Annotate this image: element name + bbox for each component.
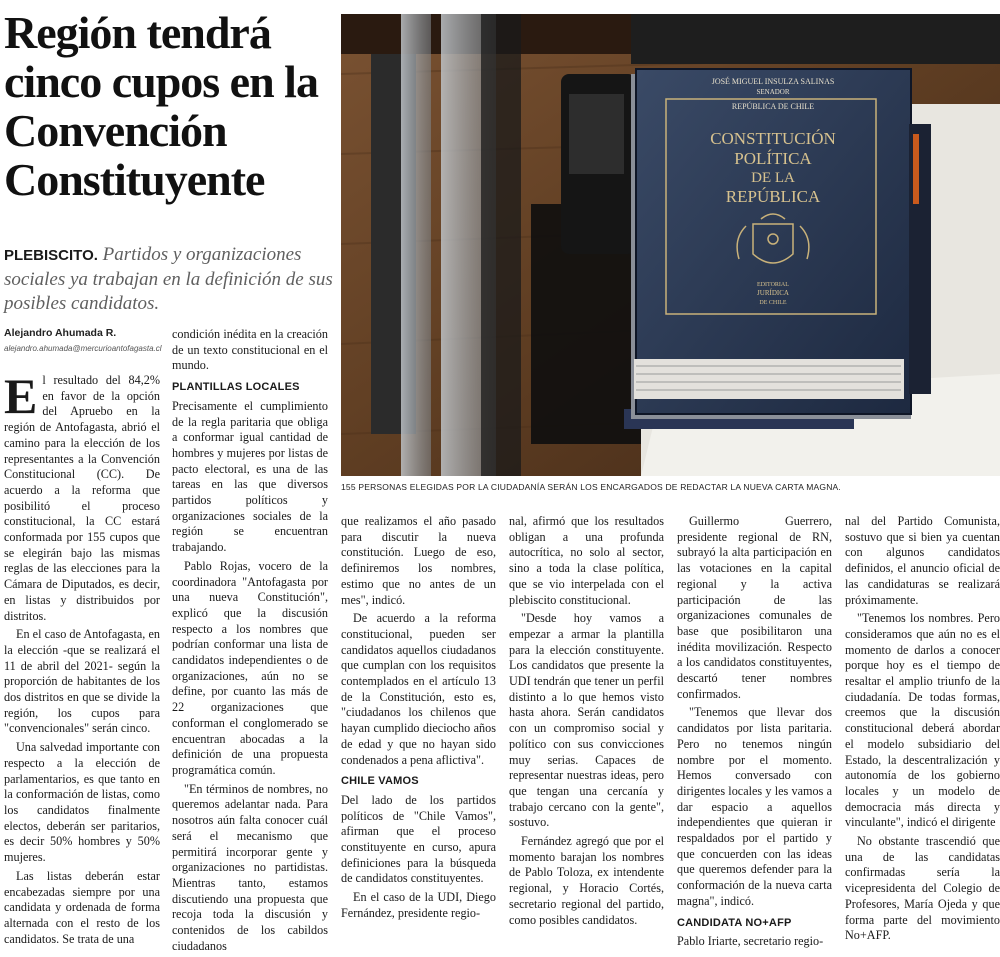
body-column-6 [845,514,1000,947]
drop-cap: E [4,368,38,424]
body-paragraph: que realizamos el año pasado para discutir la nueva constitución. Luego de eso, definiremos los nombres, estimo que no antes de un mes", indicó. [341,514,496,607]
kicker: PLEBISCITO. [4,247,98,264]
book-title-line1: CONSTITUCIÓN [710,129,836,148]
body-paragraph: Pablo Iriarte, secretario regio- [677,934,824,949]
body-paragraph: El resultado del 84,2% en favor de la opción del Apruebo en la región de Antofagasta, abrió el camino para la elección de los representantes a la Convención Constitucional (CC). De acuerdo a la reforma que posibilitó el proceso constitucional, la CC estará conformada por 155 cupos que se elegirán bajo las mismas reglas de las elecciones para la Cámara de Diputados, es decir, en listas y distribuidos por distritos. [4,368,160,623]
body-paragraph: Pablo Rojas, vocero de la coordinadora "Antofagasta por una nueva Constitución", explicó que la discusión respecto a los nombres que podrían conformar una lista de candidatos independientes o de organizaciones, aún no se define, por cuanto las más de 22 organizaciones que conforman el conglomerado se encuentran abocadas a la definición de una propuesta programática común. [172,558,328,777]
book-owner-title: SENADOR [756,88,790,96]
body-paragraph: nal, afirmó que los resultados obligan a una profunda autocrítica, no solo al sector, sino a toda la clase política, que se vio interpelada con el plebiscito constitucional. [509,514,664,607]
body-paragraph: Del lado de los partidos políticos de "Chile Vamos", afirman que el proceso constituyente en curso, apura definiciones para la búsqueda de candidatos constituyentes. [341,792,496,886]
subhead-chile-vamos: CHILE VAMOS [341,775,419,788]
subhead-candidata-no-afp: CANDIDATA NO+AFP [677,916,792,929]
book-country: REPÚBLICA DE CHILE [731,102,815,111]
book-publisher-line1: EDITORIAL [757,282,789,288]
book-owner: JOSÉ MIGUEL INSULZA SALINAS [711,77,835,86]
body-paragraph: "Desde hoy vamos a empezar a armar la plantilla para la elección constituyente. Los candidatos que presente la UDI tendrán que tener un perfil distinto a lo que hemos visto hasta ahora. Serán candidatos con un compromiso social y político con sus convicciones muy serias. Capaces de representar nuestras ideas, pero que tengan una cercanía y trabajo cercano con la gente", sostuvo. [509,611,664,830]
author-email: alejandro.ahumada@mercurioantofagasta.cl [4,344,162,353]
body-column-4 [509,514,664,931]
constitution-book-photo [341,14,1000,476]
body-paragraph: "Tenemos que llevar dos candidatos por lista paritaria. Pero no tenemos ningún nombre por el momento. Hemos conversado con dirigentes locales y les vamos a dar espacio a aquellos independientes que quieran ir respaldados por el partido y que concuerden con las ideas que queremos defender para la conformación de la nueva carta magna", indicó. [677,705,832,908]
body-paragraph: Las listas deberán estar encabezadas siempre por una candidata y ordenada de forma alternada con el resto de los candidatos. Se trata de una [4,868,160,946]
body-column-3 [341,514,496,925]
byline [4,327,164,353]
body-column-1 [4,368,160,950]
author: Alejandro Ahumada R. [4,327,117,339]
body-paragraph: condición inédita en la creación de un texto constitucional en el mundo. [172,327,328,373]
body-paragraph: En el caso de Antofagasta, en la elección -que se realizará el 11 de abril del 2021- según la proporción de habitantes de los dos distritos en que se divide la región, los cupos para "convencionales" serán cinco. [4,627,160,736]
deck [4,243,334,316]
body-paragraph: En el caso de la UDI, Diego Fernández, presidente regio- [341,890,496,920]
body-column-2 [172,327,328,957]
subheadline: Partidos y organizaciones sociales ya trabajan en la definición de sus posibles candidatos. [4,244,333,314]
photo [341,14,1000,476]
body-column-5 [677,514,832,953]
body-paragraph: Fernández agregó que por el momento barajan los nombres de Pablo Toloza, ex intendente regional, y Horacio Cortés, secretario regional del partido, como posibles candidatos. [509,834,664,927]
subhead-plantillas-locales: PLANTILLAS LOCALES [172,381,300,394]
photo-caption: 155 PERSONAS ELEGIDAS POR LA CIUDADANÍA SERÁN LOS ENCARGADOS DE REDACTAR LA NUEVA CARTA MAGNA. [341,482,841,492]
body-paragraph: Precisamente el cumplimiento de la regla paritaria que obliga a conformar igual cantidad de hombres y mujeres por listas de pacto electoral, es una de las tareas en las que diversos partidos políticos y organizaciones sociales de la región se encuentran trabajando. [172,398,328,555]
body-paragraph: "En términos de nombres, no queremos adelantar nada. Para nosotros aún falta conocer cuál será el mecanismo que permitirá incorporar gente y organizaciones no partidistas. Mientras tanto, estamos discutiendo una propuesta que recoja toda la discusión y contenidos de los cabildos ciudadanos [172,781,328,953]
body-paragraph: Guillermo Guerrero, presidente regional de RN, subrayó la alta participación en las votaciones en la capital regional y la activa participación de las organizaciones comunales de base que posibilitaron una inédita movilización. Respecto a los candidatos constituyentes, descartó tener nombres confirmados. [677,514,832,701]
book-publisher-line2: JURÍDICA [757,289,789,297]
headline: Región tendrá cinco cupos en la Convención Constituyente [4,7,318,205]
book-title-line2: POLÍTICA [734,149,812,168]
book-title-line3: DE LA [751,170,795,186]
book-publisher-line3: DE CHILE [759,300,787,306]
body-paragraph: "Tenemos los nombres. Pero consideramos que aún no es el momento de darlos a conocer porque hoy es el tiempo de resaltar el amplio triunfo de la ciudadanía. De todas formas, creemos que la discusión constitucional deberá abordar el modelo subsidiario del Estado, la descentralización y autonomía de los gobierno locales y un modelo de democracia más directa y vinculante", indicó el dirigente [845,611,1000,830]
body-paragraph: No obstante trascendió que una de las candidatas confirmadas sería la vicepresidenta del Colegio de Profesores, María Ojeda y que forma parte del movimiento No+AFP. [845,834,1000,943]
body-paragraph: Una salvedad importante con respecto a la elección de parlamentarios, es que tanto en la conformación de listas, como los candidatos finalmente electos, deberán ser paritarios, es decir 50% hombres y 50% mujeres. [4,740,160,865]
book-title-line4: REPÚBLICA [725,187,821,206]
body-paragraph: nal del Partido Comunista, sostuvo que si bien ya cuentan con algunos candidatos definidos, el anuncio oficial de las candidaturas se realizará próximamente. [845,514,1000,607]
body-paragraph: De acuerdo a la reforma constitucional, pueden ser candidatos aquellos ciudadanos que cumplan con los requisitos contemplados en el artículo 13 de la Constitución, esto es, "ciudadanos los chilenos que hayan cumplido dieciocho años de edad y que no hayan sido condenados a pena aflictiva". [341,611,496,767]
